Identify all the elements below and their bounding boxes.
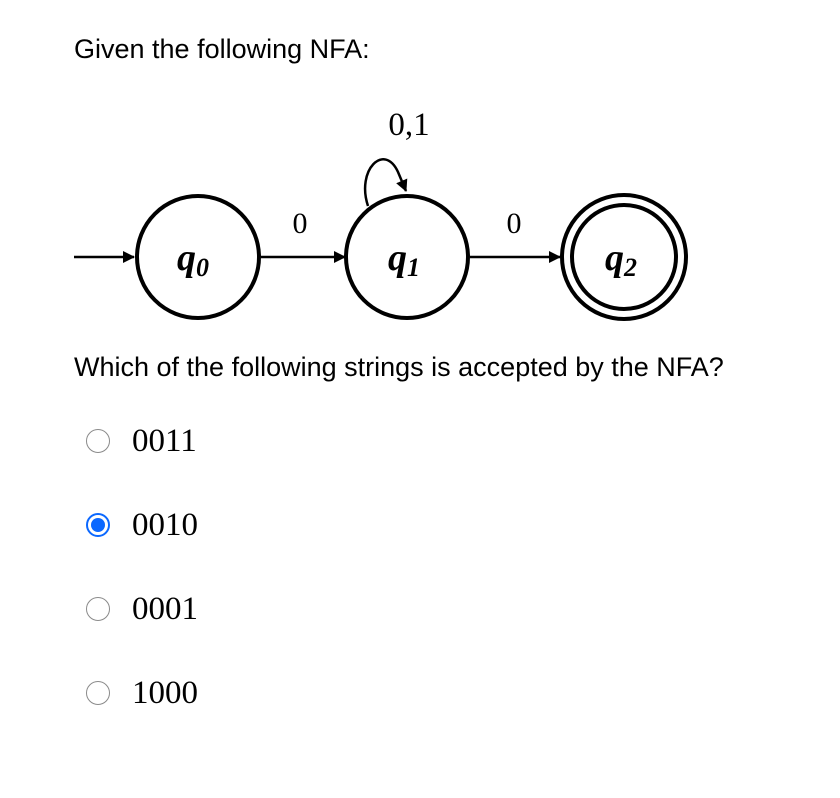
radio-button[interactable] (86, 681, 110, 705)
answer-options (86, 420, 198, 756)
question-text: Which of the following strings is accepted by the NFA? (74, 352, 724, 382)
intro-text: Given the following NFA: (74, 34, 370, 64)
nfa-diagram (0, 0, 840, 340)
option-1000[interactable] (86, 672, 198, 714)
self-loop-label: 0,1 (388, 107, 430, 143)
option-label: 1000 (132, 675, 198, 711)
state-label-q0: q0 (177, 237, 209, 282)
radio-button[interactable] (86, 597, 110, 621)
option-label: 0001 (132, 591, 198, 627)
option-label: 0010 (132, 507, 198, 543)
state-label-q1: q1 (388, 237, 420, 282)
option-0001[interactable] (86, 588, 198, 630)
option-0011[interactable] (86, 420, 198, 462)
option-0010[interactable] (86, 504, 198, 546)
option-label: 0011 (132, 423, 197, 459)
edge-label-q0-q1: 0 (292, 207, 308, 240)
state-label-q2: q2 (605, 237, 637, 282)
radio-button[interactable] (86, 429, 110, 453)
edge-label-q1-q2: 0 (506, 207, 522, 240)
radio-button-selected[interactable] (86, 513, 110, 537)
